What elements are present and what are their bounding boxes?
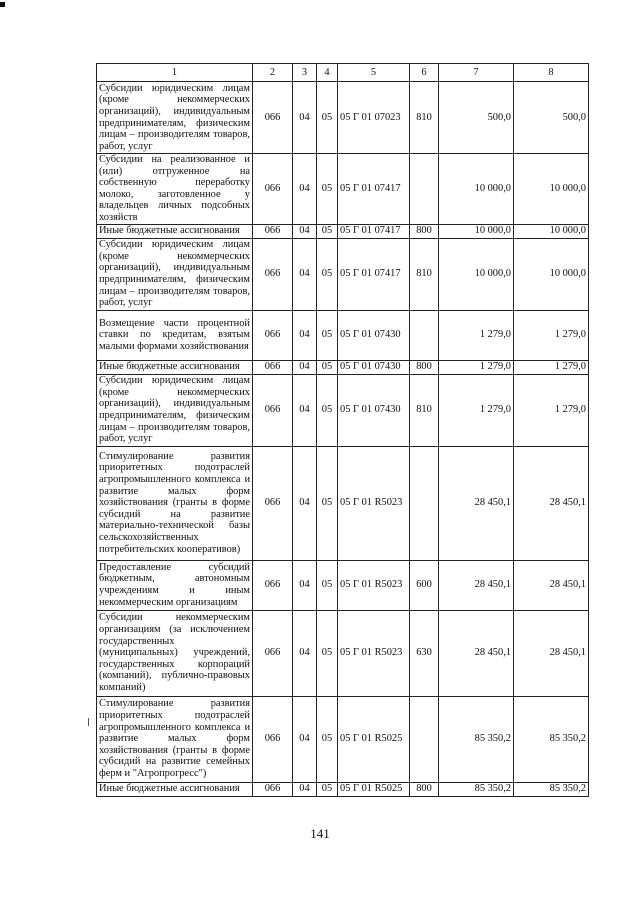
table-row: [97, 446, 589, 560]
cell-section: 04: [293, 238, 317, 310]
row-description: Предоставление субсидий бюджетным, автономным учреждениям и иным некоммерческим организациям: [97, 560, 253, 610]
cell-expense-type: 630: [410, 610, 439, 696]
cell-target-article: 05 Г 01 07430: [338, 360, 410, 374]
cell-section: 04: [293, 610, 317, 696]
cell-subsection: 05: [317, 224, 338, 238]
header-cell-5: 5: [338, 64, 410, 82]
table-row: [97, 238, 589, 310]
cell-ministry-code: 066: [253, 154, 293, 225]
cell-section: 04: [293, 374, 317, 446]
header-cell-7: 7: [439, 64, 514, 82]
cell-subsection: 05: [317, 610, 338, 696]
cell-amount-1: 500,0: [439, 82, 514, 154]
cell-amount-1: 10 000,0: [439, 238, 514, 310]
row-description: Иные бюджетные ассигнования: [97, 782, 253, 796]
cell-amount-1: 10 000,0: [439, 224, 514, 238]
cell-expense-type: [410, 310, 439, 360]
cell-expense-type: 800: [410, 224, 439, 238]
row-description: Стимулирование развития приоритетных подотраслей агропромышленного комплекса и развитие малых форм хозяйствования (гранты в форме субсидий на развитие материально-технической базы сельскохозяйственных потребительских кооперативов): [97, 446, 253, 560]
cell-section: 04: [293, 446, 317, 560]
table-row: [97, 374, 589, 446]
table-row: [97, 610, 589, 696]
cell-amount-2: 1 279,0: [514, 310, 589, 360]
table-row: [97, 82, 589, 154]
table-row: [97, 310, 589, 360]
cell-subsection: 05: [317, 560, 338, 610]
cell-target-article: 05 Г 01 07430: [338, 310, 410, 360]
row-description: Иные бюджетные ассигнования: [97, 224, 253, 238]
cell-subsection: 05: [317, 374, 338, 446]
cell-amount-2: 10 000,0: [514, 238, 589, 310]
cell-ministry-code: 066: [253, 610, 293, 696]
header-cell-8: 8: [514, 64, 589, 82]
row-description: Субсидии на реализованное и (или) отгруженное на собственную переработку молоко, заготовленное у владельцев личных подсобных хозяйств: [97, 154, 253, 225]
cell-section: 04: [293, 82, 317, 154]
cell-section: 04: [293, 696, 317, 782]
cell-ministry-code: 066: [253, 782, 293, 796]
page-number: 141: [310, 826, 330, 841]
cell-amount-1: 1 279,0: [439, 360, 514, 374]
table-row: [97, 782, 589, 796]
cell-amount-2: 1 279,0: [514, 374, 589, 446]
table-row: [97, 224, 589, 238]
row-description: Стимулирование развития приоритетных подотраслей агропромышленного комплекса и развитие малых форм хозяйствования (гранты в форме субсидий на развитие семейных ферм и "Агропрогресс"): [97, 696, 253, 782]
header-cell-3: 3: [293, 64, 317, 82]
cell-amount-1: 28 450,1: [439, 610, 514, 696]
cell-amount-2: 28 450,1: [514, 610, 589, 696]
cell-target-article: 05 Г 01 R5025: [338, 782, 410, 796]
row-description: Субсидии юридическим лицам (кроме некоммерческих организаций), индивидуальным предпринимателям, физическим лицам – производителям товаров, работ, услуг: [97, 82, 253, 154]
cell-ministry-code: 066: [253, 360, 293, 374]
cell-ministry-code: 066: [253, 560, 293, 610]
row-description: Возмещение части процентной ставки по кредитам, взятым малыми формами хозяйствования: [97, 310, 253, 360]
cell-amount-2: 10 000,0: [514, 154, 589, 225]
cell-target-article: 05 Г 01 R5023: [338, 610, 410, 696]
cell-section: 04: [293, 360, 317, 374]
cell-target-article: 05 Г 01 07417: [338, 224, 410, 238]
header-cell-4: 4: [317, 64, 338, 82]
row-description: Субсидии некоммерческим организациям (за исключением государственных (муниципальных) учреждений, государственных корпораций (компаний), публично-правовых компаний): [97, 610, 253, 696]
cell-amount-2: 85 350,2: [514, 782, 589, 796]
cell-amount-2: 28 450,1: [514, 560, 589, 610]
cell-amount-1: 85 350,2: [439, 696, 514, 782]
cell-amount-2: 10 000,0: [514, 224, 589, 238]
cell-amount-1: 10 000,0: [439, 154, 514, 225]
cell-amount-1: 28 450,1: [439, 446, 514, 560]
cell-ministry-code: 066: [253, 696, 293, 782]
cell-target-article: 05 Г 01 07430: [338, 374, 410, 446]
cell-section: 04: [293, 310, 317, 360]
cell-target-article: 05 Г 01 R5025: [338, 696, 410, 782]
cell-amount-1: 85 350,2: [439, 782, 514, 796]
cell-subsection: 05: [317, 310, 338, 360]
cell-expense-type: [410, 154, 439, 225]
cell-section: 04: [293, 154, 317, 225]
cell-expense-type: 600: [410, 560, 439, 610]
cell-section: 04: [293, 224, 317, 238]
table-row: [97, 154, 589, 225]
cell-ministry-code: 066: [253, 446, 293, 560]
cell-amount-1: 1 279,0: [439, 310, 514, 360]
cell-target-article: 05 Г 01 07417: [338, 154, 410, 225]
header-cell-6: 6: [410, 64, 439, 82]
cell-expense-type: [410, 446, 439, 560]
header-cell-2: 2: [253, 64, 293, 82]
cell-amount-1: 1 279,0: [439, 374, 514, 446]
cell-subsection: 05: [317, 82, 338, 154]
cell-subsection: 05: [317, 154, 338, 225]
cell-expense-type: 810: [410, 238, 439, 310]
cell-ministry-code: 066: [253, 310, 293, 360]
cell-subsection: 05: [317, 446, 338, 560]
cell-target-article: 05 Г 01 07023: [338, 82, 410, 154]
row-description: Субсидии юридическим лицам (кроме некоммерческих организаций), индивидуальным предпринимателям, физическим лицам – производителям товаров, работ, услуг: [97, 374, 253, 446]
cell-ministry-code: 066: [253, 82, 293, 154]
cell-ministry-code: 066: [253, 374, 293, 446]
cell-amount-2: 28 450,1: [514, 446, 589, 560]
cell-target-article: 05 Г 01 07417: [338, 238, 410, 310]
table-row: [97, 360, 589, 374]
cell-amount-2: 500,0: [514, 82, 589, 154]
cell-section: 04: [293, 782, 317, 796]
cell-expense-type: 810: [410, 374, 439, 446]
cell-expense-type: 810: [410, 82, 439, 154]
header-row: [97, 64, 589, 82]
cell-expense-type: 800: [410, 360, 439, 374]
cell-target-article: 05 Г 01 R5023: [338, 560, 410, 610]
cell-amount-2: 85 350,2: [514, 696, 589, 782]
cell-amount-2: 1 279,0: [514, 360, 589, 374]
cell-subsection: 05: [317, 782, 338, 796]
table-row: [97, 560, 589, 610]
cell-expense-type: [410, 696, 439, 782]
header-cell-1: 1: [97, 64, 253, 82]
cell-section: 04: [293, 560, 317, 610]
scan-corner-mark: [0, 2, 5, 7]
cell-ministry-code: 066: [253, 238, 293, 310]
cell-expense-type: 800: [410, 782, 439, 796]
cell-ministry-code: 066: [253, 224, 293, 238]
table-row: [97, 696, 589, 782]
budget-table: [96, 63, 589, 797]
cell-amount-1: 28 450,1: [439, 560, 514, 610]
row-description: Иные бюджетные ассигнования: [97, 360, 253, 374]
cell-subsection: 05: [317, 696, 338, 782]
row-description: Субсидии юридическим лицам (кроме некоммерческих организаций), индивидуальным предпринимателям, физическим лицам – производителям товаров, работ, услуг: [97, 238, 253, 310]
cell-target-article: 05 Г 01 R5023: [338, 446, 410, 560]
cell-subsection: 05: [317, 238, 338, 310]
cell-subsection: 05: [317, 360, 338, 374]
margin-tick-mark: [88, 718, 89, 726]
